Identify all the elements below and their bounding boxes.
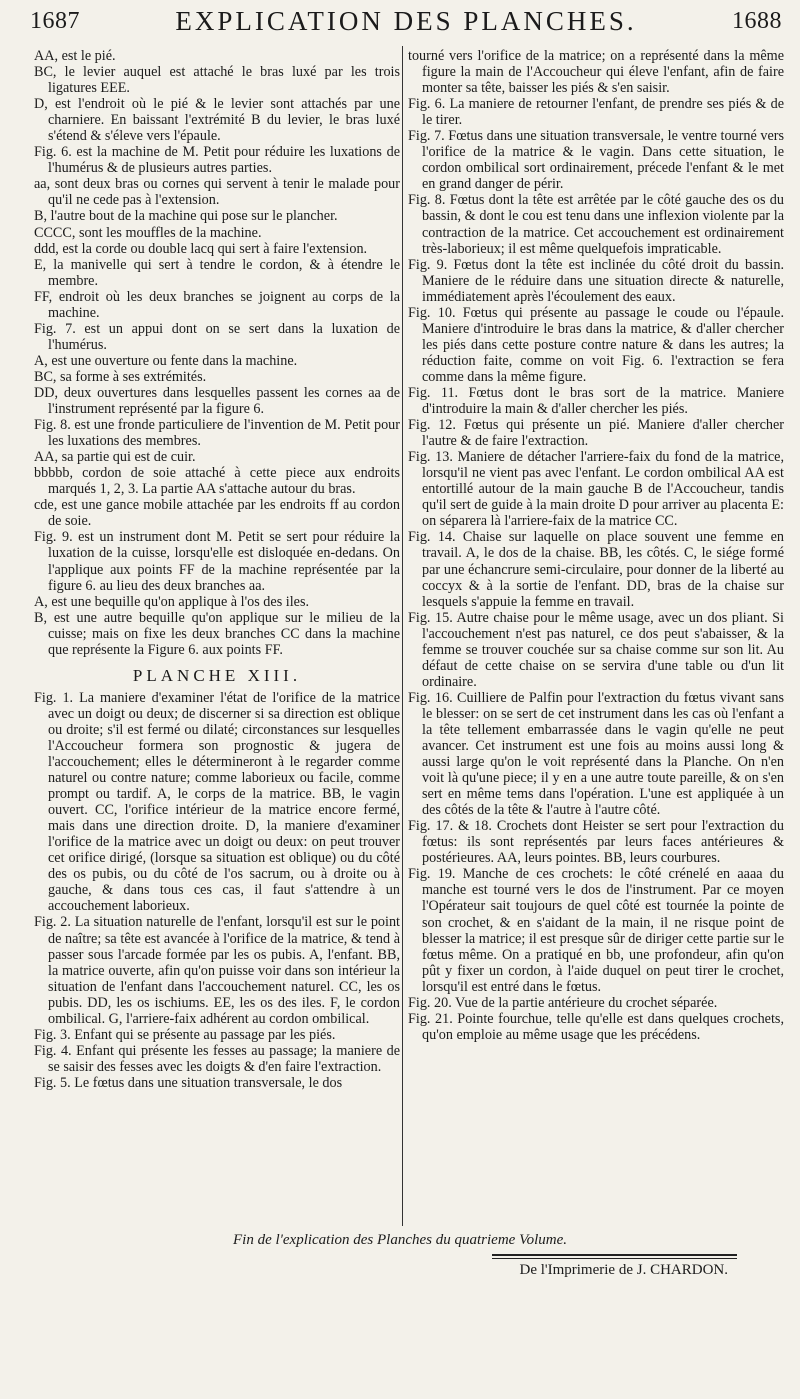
entry-paragraph: E, la manivelle qui sert à tendre le cordon, & à étendre le membre. — [34, 256, 400, 289]
entry-paragraph: Fig. 4. Enfant qui présente les fesses au passage; la maniere de se saisir des fesses avec les doigts & d'en faire l'extraction. — [34, 1042, 400, 1075]
entry-paragraph: B, est une autre bequille qu'on applique sur le milieu de la cuisse; mais on fixe les deux branches CC dans la machine que représente la Figure 6. aux points FF. — [34, 609, 400, 658]
entry-paragraph: Fig. 13. Maniere de détacher l'arriere-faix du fond de la matrice, lorsqu'il ne vient pas avec l'enfant. Le cordon ombilical AA est entortillé autour de la main gauche B de l'Accoucheur, tandis qu'il sert de guide à la main droite D pour arriver au placenta E: on séparera là l'arriere-faix de la matrice CC. — [408, 449, 784, 530]
entry-paragraph: Fig. 11. Fœtus dont le bras sort de la matrice. Maniere d'introduire la main & d'aller chercher les piés. — [408, 384, 784, 418]
left-column — [34, 48, 400, 1091]
entry-paragraph: Fig. 9. Fœtus dont la tête est inclinée du côté droit du bassin. Maniere de le réduire dans une situation directe & naturelle, immédiatement après l'écoulement des eaux. — [408, 256, 784, 305]
entry-paragraph: D, est l'endroit où le pié & le levier sont attachés par une charniere. En baissant l'extrémité B du levier, le bras luxé s'étend & s'éleve vers l'épaule. — [34, 96, 400, 145]
end-note: Fin de l'explication des Planches du quatrieme Volume. — [233, 1232, 567, 1248]
entry-paragraph: cde, est une gance mobile attachée par les endroits ff au cordon de soie. — [34, 497, 400, 530]
left-entries — [34, 48, 400, 658]
entry-paragraph: bbbbb, cordon de soie attaché à cette piece aux endroits marqués 1, 2, 3. La partie AA s'attache autour du bras. — [34, 465, 400, 498]
entry-paragraph: Fig. 6. La maniere de retourner l'enfant, de prendre ses piés & de le tirer. — [408, 96, 784, 129]
footer-rule-thin — [492, 1258, 737, 1259]
entry-paragraph: aa, sont deux bras ou cornes qui servent à tenir le malade pour qu'il ne cede pas à l'extension. — [34, 176, 400, 209]
right-column — [408, 48, 784, 1043]
entry-paragraph: tourné vers l'orifice de la matrice; on a représenté dans la même figure la main de l'Accoucheur qui éleve l'enfant, afin de faire monter sa tête, baisser les piés & s'en saisir. — [408, 48, 784, 97]
entry-paragraph: Fig. 7. Fœtus dans une situation transversale, le ventre tourné vers l'orifice de la matrice & le vagin. Dans cette situation, le cordon ombilical sort ordinairement, précede l'enfant & le met en grand danger de périr. — [408, 128, 784, 193]
entry-paragraph: A, est une ouverture ou fente dans la machine. — [34, 352, 298, 369]
page-header — [30, 2, 782, 42]
imprint: De l'Imprimerie de J. CHARDON. — [519, 1262, 728, 1278]
entry-paragraph: Fig. 9. est un instrument dont M. Petit se sert pour réduire la luxation de la cuisse, lorsqu'elle est disloquée en-dedans. On l'applique aux points FF de la machine représentée par la figure 6. au lieu des deux branches aa. — [34, 529, 400, 594]
entry-paragraph: Fig. 7. est un appui dont on se sert dans la luxation de l'humérus. — [34, 320, 400, 353]
entry-paragraph: A, est une bequille qu'on applique à l'os des iles. — [34, 593, 310, 610]
entry-paragraph: Fig. 2. La situation naturelle de l'enfant, lorsqu'il est sur le point de naître; sa tête est avancée à l'orifice de la matrice, & tend à passer sous l'arcade formée par les os pubis. A, l'enfant. BB, la matrice ouverte, afin qu'on puisse voir dans son intérieur la situation de l'enfant dans l'accouchement naturel. CC, les os pubis. DD, les os ischiums. EE, les os des iles. F, le cordon ombilical. G, l'arriere-faix adhérent au cordon ombilical. — [34, 914, 400, 1027]
column-divider — [402, 46, 403, 1226]
entry-paragraph: B, l'autre bout de la machine qui pose sur le plancher. — [34, 208, 338, 225]
entry-paragraph: Fig. 1. La maniere d'examiner l'état de l'orifice de la matrice avec un doigt ou deux; de discerner si sa direction est oblique ou droite; s'il est fermé ou dilaté; circonstances sur lesquelles l'Accoucheur formera son prognostic & jugera de l'accouchement; elles le détermineront à le regarder comme naturel ou contre nature; comme laborieux ou facile, comme prompt ou tardif. A, le corps de la matrice. BB, le vagin ouvert. CC, l'orifice intérieur de la matrice encore fermé, mais dans une direction droite. D, la maniere d'examiner l'orifice de la matrice avec un doigt ou deux: on peut trouver cet orifice dirigé, (lorsque sa situation est oblique) ou du côté des os pubis, ou du côté de l'os sacrum, ou à droite ou à gauche, & dans tous ces cas, il faut s'attendre à un accouchement laborieux. — [34, 689, 400, 915]
entry-paragraph: Fig. 16. Cuilliere de Palfin pour l'extraction du fœtus vivant sans le blesser: on se sert de cet instrument dans les cas où l'enfant a la tête tellement embarrassée dans le vagin qu'elle ne peut avancer. Cet instrument est une fois au moins aussi long & aussi large qu'on le voit représenté dans la Planche. On n'en voit là qu'une piece; il y en a une autre toute pareille, & on s'en sert en même tems dans l'opération. L'une est appliquée à un des côtés de la tête & l'autre à l'autre côté. — [408, 689, 784, 819]
entry-paragraph: BC, sa forme à ses extrémités. — [34, 368, 207, 385]
entry-paragraph: Fig. 8. est une fronde particuliere de l'invention de M. Petit pour les luxations des membres. — [34, 417, 400, 450]
running-title: EXPLICATION DES PLANCHES. — [175, 6, 637, 36]
plate-entries — [34, 690, 400, 1091]
entry-paragraph: Fig. 5. Le fœtus dans une situation transversale, le dos — [34, 1074, 343, 1091]
footer-rule — [492, 1254, 737, 1256]
entry-paragraph: Fig. 6. est la machine de M. Petit pour réduire les luxations de l'humérus & de plusieurs autres parties. — [34, 144, 400, 177]
entry-paragraph: AA, sa partie qui est de cuir. — [34, 449, 196, 466]
entry-paragraph: AA, est le pié. — [34, 48, 116, 64]
page-number-right: 1688 — [732, 8, 782, 34]
entry-paragraph: Fig. 10. Fœtus qui présente au passage le coude ou l'épaule. Maniere d'introduire le bras dans la matrice, & d'aller chercher les piés dans cette posture contre nature & dans les autres; la réduction faite, comme on voit Fig. 6. l'extraction se fera comme dans la même figure. — [408, 304, 784, 385]
page-number-left: 1687 — [30, 8, 80, 34]
entry-paragraph: Fig. 14. Chaise sur laquelle on place souvent une femme en travail. A, le dos de la chaise. BB, les côtés. C, le siége formé par une échancrure semi-circulaire, pour donner de la liberté au coccyx & à la sortie de l'enfant. DD, bras de la chaise sur lesquels s'appuie la femme en travail. — [408, 529, 784, 610]
entry-paragraph: Fig. 12. Fœtus qui présente un pié. Maniere d'aller chercher l'autre & de faire l'extraction. — [408, 417, 784, 450]
entry-paragraph: Fig. 15. Autre chaise pour le même usage, avec un dos pliant. Si l'accouchement n'est pas naturel, ce dos peut s'abaisser, & la femme se trouver couchée sur sa chaise comme sur son lit. Au défaut de cette chaise on se servira d'une table ou d'un lit ordinaire. — [408, 609, 784, 690]
entry-paragraph: Fig. 21. Pointe fourchue, telle qu'elle est dans quelques crochets, qu'on emploie au même usage que les précédens. — [408, 1010, 784, 1043]
entry-paragraph: Fig. 8. Fœtus dont la tête est arrêtée par le côté gauche des os du bassin, & dont le cou est tenu dans une inflexion violente par la contraction de la matrice. Cet accouchement est ordinairement très-laborieux; il est même quelquefois impraticable. — [408, 192, 784, 257]
section-title: PLANCHE XIII. — [132, 665, 302, 685]
entry-paragraph: CCCC, sont les mouffles de la machine. — [34, 224, 262, 241]
entry-paragraph: BC, le levier auquel est attaché le bras luxé par les trois ligatures EEE. — [34, 64, 400, 97]
entry-paragraph: ddd, est la corde ou double lacq qui sert à faire l'extension. — [34, 240, 368, 257]
entry-paragraph: Fig. 3. Enfant qui se présente au passage par les piés. — [34, 1026, 336, 1043]
entry-paragraph: Fig. 20. Vue de la partie antérieure du crochet séparée. — [408, 994, 718, 1011]
entry-paragraph: DD, deux ouvertures dans lesquelles passent les cornes aa de l'instrument représenté par la figure 6. — [34, 384, 400, 418]
entry-paragraph: FF, endroit où les deux branches se joignent au corps de la machine. — [34, 288, 400, 321]
entry-paragraph: Fig. 17. & 18. Crochets dont Heister se sert pour l'extraction du fœtus: ils sont représentés par leurs faces antérieures & postérieures. AA, leurs pointes. BB, leurs courbures. — [408, 818, 784, 867]
right-entries — [408, 48, 784, 1043]
entry-paragraph: Fig. 19. Manche de ces crochets: le côté crénelé en aaaa du manche est tourné vers le dos de l'instrument. Par ce moyen l'Opérateur sait toujours de quel côté est tournée la pointe de son crochet, & en s'aidant de la main, il ne risque point de blesser la matrice; il est presque sûr de diriger cette partie sur le fœtus même. On a pratiqué en bb, une profondeur, afin qu'on pût y fixer un cordon, à l'aide duquel on peut tirer le crochet, lorsqu'il est entré dans le fœtus. — [408, 866, 784, 995]
